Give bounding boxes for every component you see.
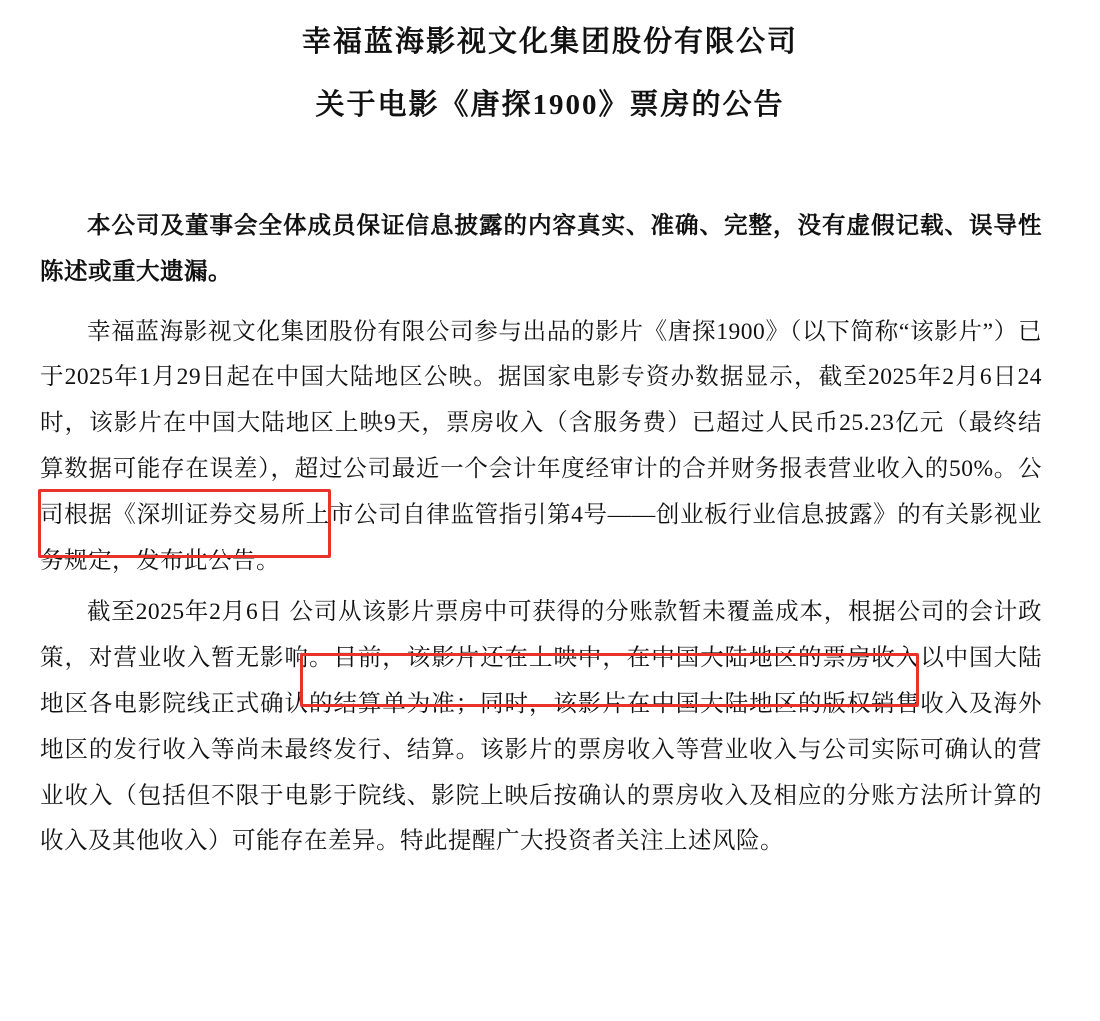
- title-body-spacer: [40, 170, 1042, 204]
- body-paragraph-1: 幸福蓝海影视文化集团股份有限公司参与出品的影片《唐探1900》（以下简称“该影片”）已于2025年1月29日起在中国大陆地区公映。据国家电影专资办数据显示，截至2025年2月6日24时，该影片在中国大陆地区上映9天，票房收入（含服务费）已超过人民币25.23亿元（最终结算数据可能存在误差），超过公司最近一个会计年度经审计的合并财务报表营业收入的50%。公司根据《深圳证券交易所上市公司自律监管指引第4号——创业板行业信息披露》的有关影视业务规定，发布此公告。: [40, 318, 1042, 574]
- document-title-block: [0, 0, 1100, 128]
- company-title: 幸福蓝海影视文化集团股份有限公司: [301, 26, 798, 58]
- announcement-subtitle: 关于电影《唐探1900》票房的公告: [315, 88, 785, 121]
- disclaimer-paragraph: 本公司及董事会全体成员保证信息披露的内容真实、准确、完整，没有虚假记载、误导性陈述或重大遗漏。: [40, 212, 1042, 285]
- body-paragraph-2: 截至2025年2月6日 公司从该影片票房中可获得的分账款暂未覆盖成本，根据公司的会计政策，对营业收入暂无影响。目前，该影片还在上映中，在中国大陆地区的票房收入以中国大陆地区各电影院线正式确认的结算单为准；同时，该影片在中国大陆地区的版权销售收入及海外地区的发行收入等尚未最终发行、结算。该影片的票房收入等营业收入与公司实际可确认的营业收入（包括但不限于电影于院线、影院上映后按确认的票房收入及相应的分账方法所计算的收入及其他收入）可能存在差异。特此提醒广大投资者关注上述风险。: [40, 599, 1042, 855]
- paragraph-spacer: [40, 302, 1042, 310]
- document-body: [0, 170, 1100, 865]
